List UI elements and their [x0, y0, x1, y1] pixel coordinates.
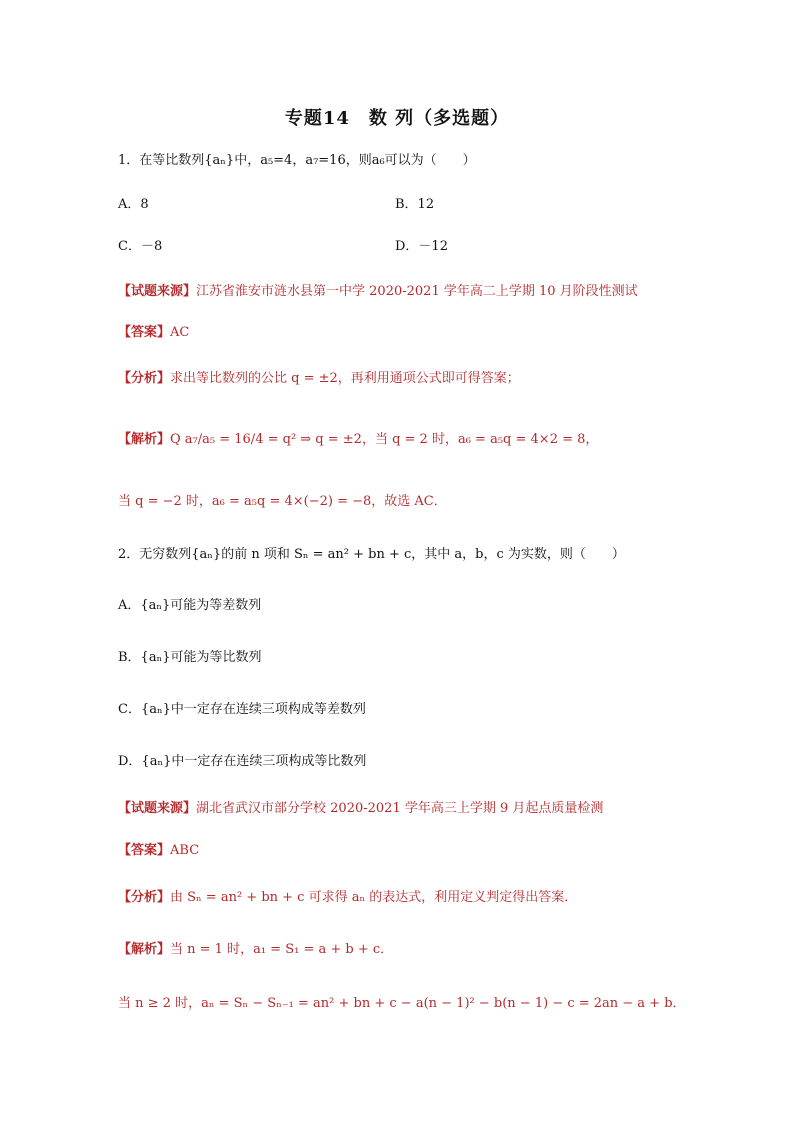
question-2-solution-line-2: 当 n ≥ 2 时，aₙ = Sₙ − Sₙ₋₁ = an² + bn + c − a(n − 1)² − b(n − 1) − c = 2an − a + b． [118, 996, 686, 1011]
analysis-tag: 【分析】 [118, 371, 171, 386]
question-1-analysis: 求出等比数列的公比 q = ±2，再利用通项公式即可得答案； [170, 371, 520, 386]
question-1-source: 江苏省淮安市涟水县第一中学 2020-2021 学年高二上学期 10 月阶段性测试 [196, 284, 638, 299]
question-2-answer: ABC [170, 843, 200, 858]
question-1-source-line [118, 282, 638, 302]
question-2-stem: 2．无穷数列{aₙ}的前 n 项和 Sₙ = an² + bn + c，其中 a，b，c 为实数，则（ ） [118, 547, 625, 562]
question-2-source-line [118, 799, 603, 819]
question-1-answer-line [118, 323, 189, 343]
question-2-analysis: 由 Sₙ = an² + bn + c 可求得 aₙ 的表达式，利用定义判定得出答案． [170, 890, 578, 905]
answer-tag: 【答案】 [118, 325, 171, 340]
solution-tag: 【解析】 [118, 942, 171, 957]
analysis-tag: 【分析】 [118, 890, 171, 905]
source-tag: 【试题来源】 [118, 284, 197, 299]
source-tag: 【试题来源】 [118, 801, 197, 816]
question-1-option-c: C．－8 [118, 239, 163, 254]
question-2-option-a: A．{aₙ}可能为等差数列 [118, 598, 262, 613]
question-2-option-c: C．{aₙ}中一定存在连续三项构成等差数列 [118, 702, 366, 717]
question-1-option-a: A．8 [118, 197, 149, 212]
question-1-solution-line-1 [118, 430, 598, 450]
solution-tag: 【解析】 [118, 432, 171, 447]
question-2-option-b: B．{aₙ}可能为等比数列 [118, 650, 262, 665]
question-1-option-b: B．12 [395, 197, 435, 212]
question-2-analysis-line [118, 888, 577, 908]
question-1-options-row-1 [118, 195, 678, 215]
question-2-option-d: D．{aₙ}中一定存在连续三项构成等比数列 [118, 754, 367, 769]
question-1-solution-line-2: 当 q = −2 时，a₆ = a₅q = 4×(−2) = −8，故选 AC． [118, 494, 447, 509]
question-1-options-row-2 [118, 237, 678, 257]
page-title: 专题14 数 列（多选题） [284, 108, 510, 129]
question-2-solution-line-1 [118, 940, 393, 960]
question-1-option-d: D．－12 [395, 239, 448, 254]
question-1-solution-1: Q a₇/a₅ = 16/4 = q² ⇒ q = ±2，当 q = 2 时，a₆ = a₅q = 4×2 = 8， [170, 432, 599, 447]
answer-tag: 【答案】 [118, 843, 171, 858]
question-1-analysis-line [118, 369, 520, 389]
question-2-answer-line [118, 841, 199, 861]
question-1-stem: 1．在等比数列{aₙ}中，a₅=4，a₇=16，则a₆可以为（ ） [118, 153, 476, 168]
question-2-source: 湖北省武汉市部分学校 2020-2021 学年高三上学期 9 月起点质量检测 [196, 801, 604, 816]
question-2-solution-1: 当 n = 1 时，a₁ = S₁ = a + b + c． [170, 942, 394, 957]
question-1-answer: AC [170, 325, 190, 340]
